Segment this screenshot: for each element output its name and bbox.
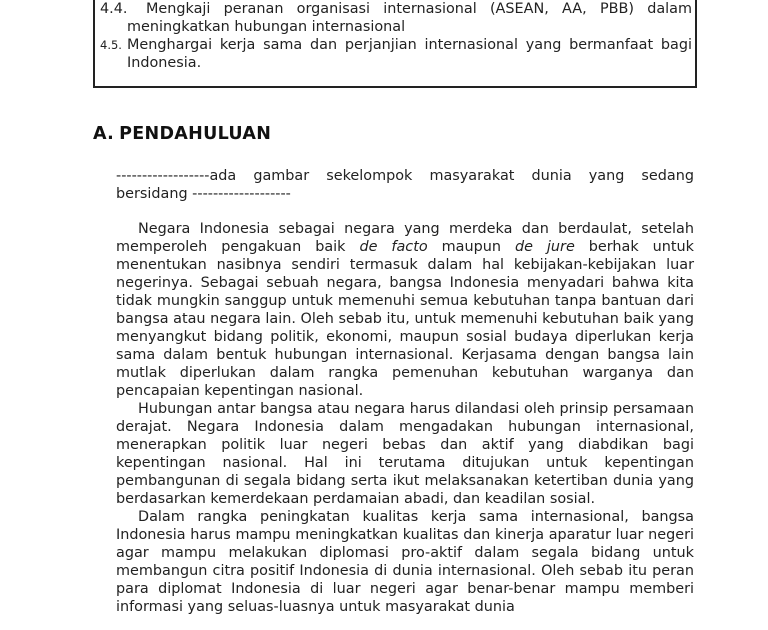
paragraph-3: Dalam rangka peningkatan kualitas kerja sama internasional, bangsa Indonesia harus mampu meningkatkan kualitas dan kinerja aparatur luar negeri agar mampu melakukan diplomasi pro-aktif dalam segala bidang untuk membangun citra positif Indonesia di dunia internasional. Oleh sebab itu peran para diplomat Indonesia di luar negeri agar benar-benar mampu memberi informasi yang seluas-luasnya untuk masyarakat dunia [116, 509, 694, 615]
section-title: PENDAHULUAN [119, 124, 272, 144]
competency-text: Menghargai kerja sama dan perjanjian internasional yang bermanfaat bagi Indonesia. [127, 37, 692, 71]
paragraph-1 [116, 220, 694, 400]
image-note-text: ------------------ada gambar sekelompok masyarakat dunia yang sedang bersidang ------------------- [116, 168, 694, 202]
competency-item-4-4 [100, 0, 692, 36]
term-de-facto: de facto [359, 239, 428, 255]
term-de-jure: de jure [514, 239, 575, 255]
body-paragraphs [116, 220, 694, 616]
competency-item-4-5 [100, 36, 692, 72]
paragraph-1-part-1: Negara Indonesia sebagai negara yang merdeka dan berdaulat, setelah memperoleh pengakuan baik [116, 221, 694, 255]
paragraph-2: Hubungan antar bangsa atau negara harus dilandasi oleh prinsip persamaan derajat. Negara Indonesia dalam mengadakan hubungan internasional, menerapkan politik luar negeri bebas dan aktif yang diabdikan bagi kepentingan nasional. Hal ini terutama ditujukan untuk kepentingan pembangunan di segala bidang serta ikut melaksanakan ketertiban dunia yang berdasarkan kemerdekaan perdamaian abadi, dan keadilan sosial. [116, 401, 694, 507]
section-number: A. [93, 124, 115, 144]
paragraph-1-part-3: berhak untuk menentukan nasibnya sendiri termasuk dalam hal kebijakan-kebijakan luar negerinya. Sebagai sebuah negara, bangsa Indonesia menyadari bahwa kita tidak mungkin sanggup untuk memenuhi semua kebutuhan tanpa bantuan dari bangsa atau negara lain. Oleh sebab itu, untuk memenuhi kebutuhan baik yang menyangkut bidang politik, ekonomi, maupun sosial budaya diperlukan kerja sama dalam bentuk hubungan internasional. Kerjasama dengan bangsa lain mutlak diperlukan dalam rangka pemenuhan kebutuhan warganya dan pencapaian kepentingan nasional. [116, 239, 695, 399]
section-heading [93, 124, 271, 144]
competency-number: 4.4. [100, 1, 128, 17]
paragraph-1-part-2: maupun [427, 239, 515, 255]
competency-number: 4.5. [100, 38, 122, 52]
competency-text: Mengkaji peranan organisasi internasional (ASEAN, AA, PBB) dalam meningkatkan hubungan internasional [127, 1, 692, 35]
image-placeholder-note [116, 167, 694, 203]
